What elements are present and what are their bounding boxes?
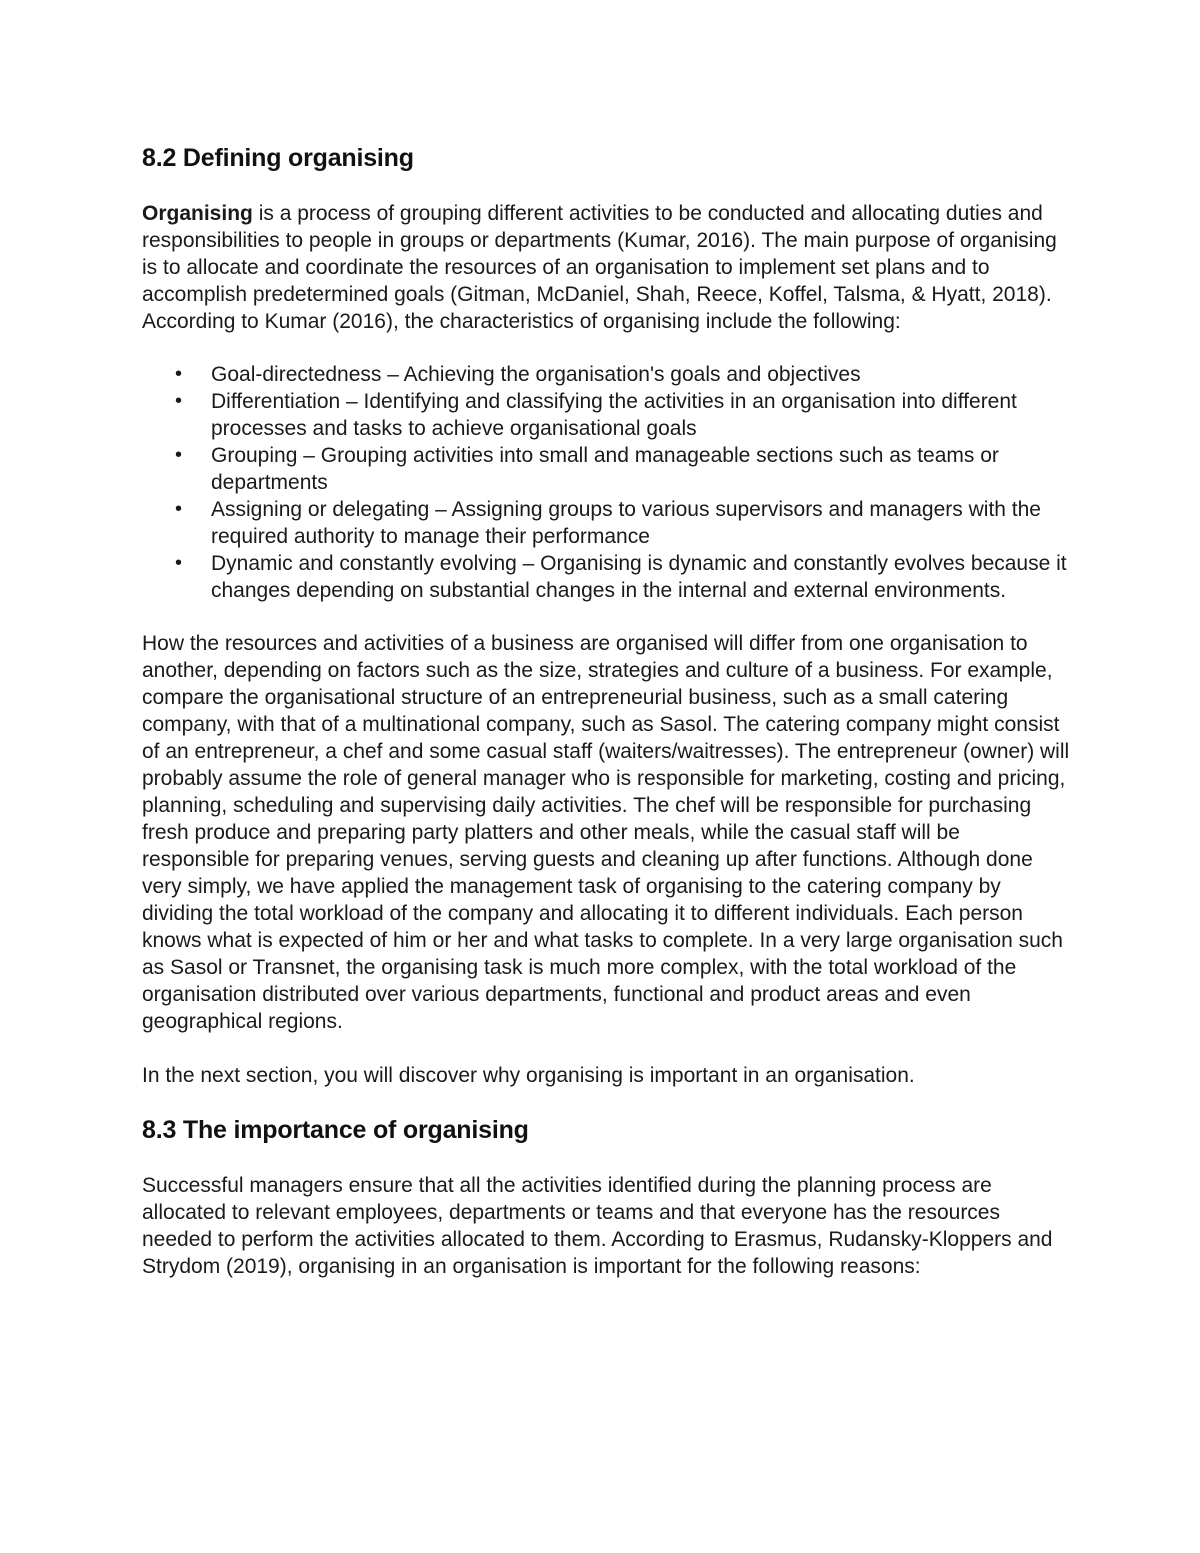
bullet-icon: • [175, 552, 183, 574]
intro-paragraph [142, 200, 1072, 335]
body-paragraph-successful-managers: Successful managers ensure that all the activities identified during the planning process are allocated to relevant employees, departments or teams and that everyone has the resources needed to perform the activities allocated to them. According to Erasmus, Rudansky-Kloppers and Strydom (2019), organising in an organisation is important for the following reasons: [142, 1174, 1053, 1278]
list-item [142, 442, 1072, 496]
body-paragraph-organisation-comparison: How the resources and activities of a business are organised will differ from one organisation to another, depending on factors such as the size, strategies and culture of a business. For example, compare the organisational structure of an entrepreneurial business, such as a small catering company, with that of a multinational company, such as Sasol. The catering company might consist of an entrepreneur, a chef and some casual staff (waiters/waitresses). The entrepreneur (owner) will probably assume the role of general manager who is responsible for marketing, costing and pricing, planning, scheduling and supervising daily activities. The chef will be responsible for purchasing fresh produce and preparing party platters and other meals, while the casual staff will be responsible for preparing venues, serving guests and cleaning up after functions. Although done very simply, we have applied the management task of organising to the catering company by dividing the total workload of the company and allocating it to different individuals. Each person knows what is expected of him or her and what tasks to complete. In a very large organisation such as Sasol or Transnet, the organising task is much more complex, with the total workload of the organisation distributed over various departments, functional and product areas and even geographical regions. [142, 632, 1070, 1033]
characteristics-list [142, 361, 1072, 604]
list-item-text: Assigning or delegating – Assigning groups to various supervisors and managers with the required authority to manage their performance [211, 498, 1041, 548]
bullet-icon: • [175, 444, 183, 466]
list-item-text: Grouping – Grouping activities into small and manageable sections such as teams or departments [211, 444, 999, 494]
list-item [142, 496, 1072, 550]
document-page [142, 142, 1072, 1280]
list-item-text: Dynamic and constantly evolving – Organising is dynamic and constantly evolves because it changes depending on substantial changes in the internal and external environments. [211, 552, 1067, 602]
list-item-text: Differentiation – Identifying and classifying the activities in an organisation into different processes and tasks to achieve organisational goals [211, 390, 1017, 440]
bullet-icon: • [175, 390, 183, 412]
list-item [142, 550, 1072, 604]
bullet-icon: • [175, 363, 183, 385]
section-heading-defining-organising: 8.2 Defining organising [142, 144, 414, 172]
bullet-icon: • [175, 498, 183, 520]
section-heading-importance-of-organising: 8.3 The importance of organising [142, 1116, 529, 1144]
list-item-text: Goal-directedness – Achieving the organisation's goals and objectives [211, 363, 861, 386]
intro-text: is a process of grouping different activities to be conducted and allocating duties and responsibilities to people in groups or departments (Kumar, 2016). The main purpose of organising is to allocate and coordinate the resources of an organisation to implement set plans and to accomplish predetermined goals (Gitman, McDaniel, Shah, Reece, Koffel, Talsma, & Hyatt, 2018). According to Kumar (2016), the characteristics of organising include the following: [142, 202, 1057, 333]
list-item [142, 388, 1072, 442]
body-paragraph-next-section: In the next section, you will discover why organising is important in an organisation. [142, 1064, 915, 1087]
list-item [142, 361, 1072, 388]
defined-term-organising: Organising [142, 202, 253, 225]
